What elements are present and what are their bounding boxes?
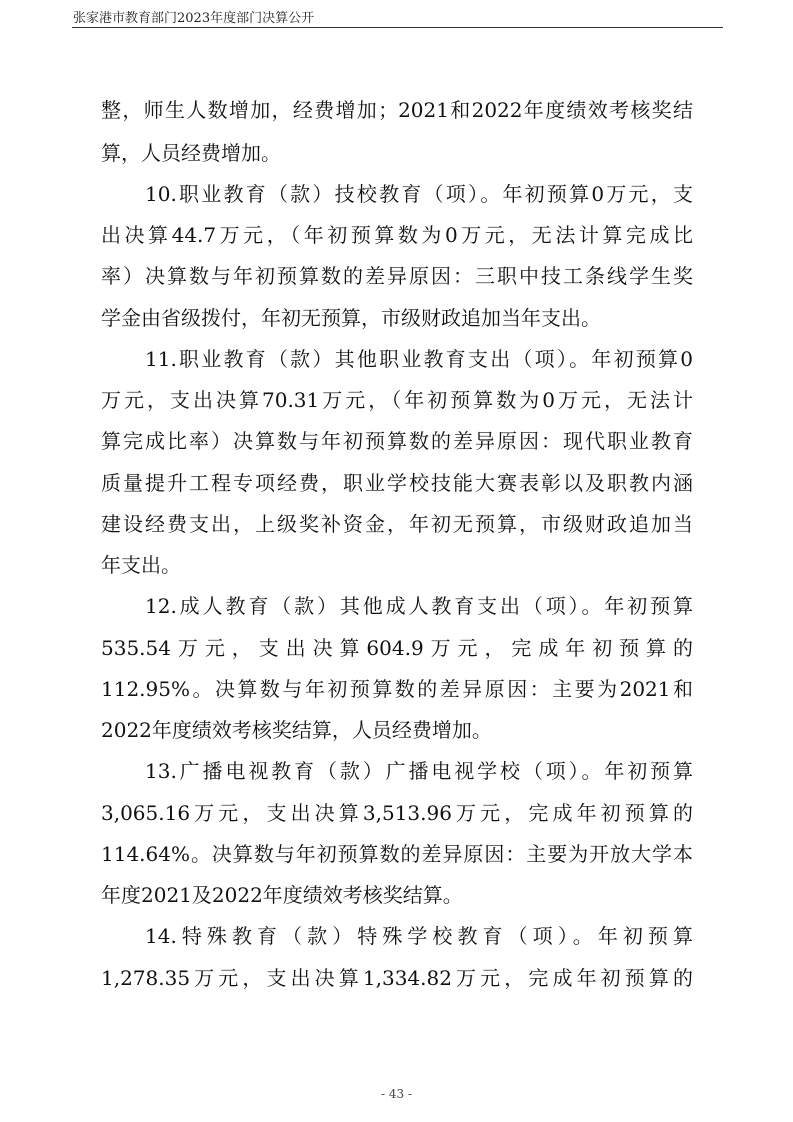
body-line: 13.广播电视教育（款）广播电视学校（项）。年初预算	[145, 759, 693, 783]
body-line: 1,278.35万元，支出决算1,334.82万元，完成年初预算的	[101, 966, 693, 990]
body-line: 整，师生人数增加，经费增加；2021和2022年度绩效考核奖结	[101, 98, 693, 122]
header-divider	[72, 27, 723, 28]
body-line: 114.64%。决算数与年初预算数的差异原因：主要为开放大学本	[101, 842, 693, 866]
body-line: 率）决算数与年初预算数的差异原因：三职中技工条线学生奖	[101, 264, 693, 288]
body-line: 11.职业教育（款）其他职业教育支出（项）。年初预算0	[145, 347, 693, 371]
body-line: 算完成比率）决算数与年初预算数的差异原因：现代职业教育	[101, 429, 693, 453]
body-line: 年支出。	[101, 553, 181, 577]
body-line: 12.成人教育（款）其他成人教育支出（项）。年初预算	[145, 594, 693, 618]
page-number: - 43 -	[380, 1087, 412, 1101]
body-line: 112.95%。决算数与年初预算数的差异原因：主要为2021和	[101, 677, 693, 701]
body-line: 算，人员经费增加。	[101, 141, 281, 165]
body-line: 出决算44.7万元，（年初预算数为0万元，无法计算完成比	[101, 223, 693, 247]
body-line: 万元，支出决算70.31万元，（年初预算数为0万元，无法计	[101, 388, 693, 412]
body-line: 质量提升工程专项经费，职业学校技能大赛表彰以及职教内涵	[101, 471, 693, 495]
body-line: 3,065.16万元，支出决算3,513.96万元，完成年初预算的	[101, 801, 693, 825]
body-line: 学金由省级拨付，年初无预算，市级财政追加当年支出。	[101, 306, 601, 330]
page-header-title: 张家港市教育部门2023年度部门决算公开	[73, 11, 315, 26]
body-line: 建设经费支出，上级奖补资金，年初无预算，市级财政追加当	[101, 512, 693, 536]
body-line: 535.54万元，支出决算604.9万元，完成年初预算的	[101, 636, 693, 660]
body-line: 2022年度绩效考核奖结算，人员经费增加。	[101, 718, 492, 742]
body-line: 14.特殊教育（款）特殊学校教育（项）。年初预算	[145, 924, 693, 948]
body-line: 年度2021及2022年度绩效考核奖结算。	[101, 883, 463, 907]
body-line: 10.职业教育（款）技校教育（项）。年初预算0万元，支	[145, 182, 693, 206]
